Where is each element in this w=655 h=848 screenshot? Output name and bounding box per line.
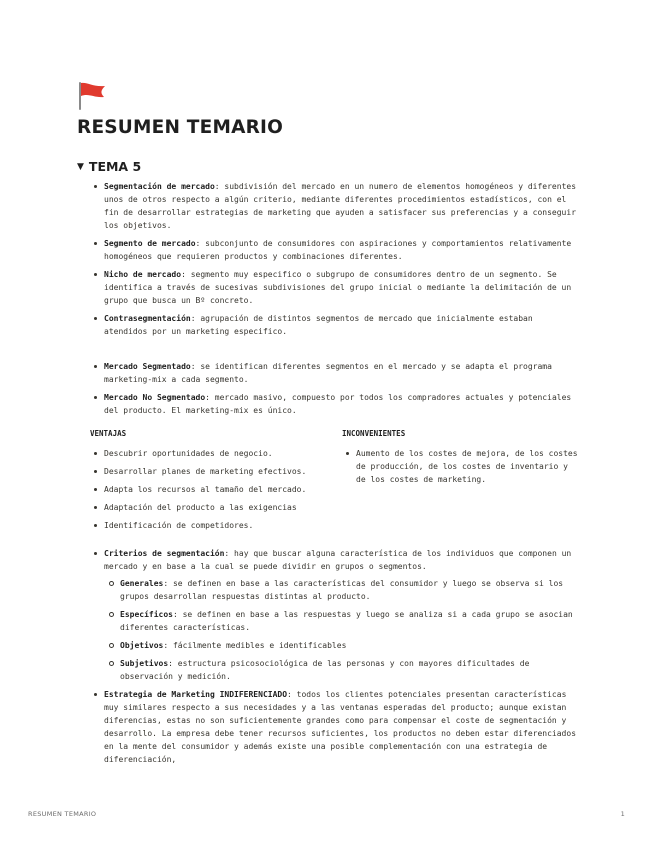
list-item — [90, 268, 578, 307]
definitions-list — [90, 180, 578, 338]
list-item — [90, 547, 578, 683]
list-item: Desarrollar planes de marketing efectivos. — [90, 465, 342, 478]
list-item: Adapta los recursos al tamaño del mercado. — [90, 483, 342, 496]
criterios-list — [90, 547, 578, 766]
list-item — [90, 312, 578, 338]
page-title: RESUMEN TEMARIO — [77, 117, 284, 138]
term: Generales — [120, 579, 164, 588]
definition-text: : mercado masivo, compuesto por todos los compradores actuales y potenciales del producto. El marketing-mix es único. — [104, 393, 572, 415]
toggle-content — [90, 180, 578, 771]
sub-list-item — [104, 608, 578, 634]
page-number: 1 — [620, 810, 625, 818]
definition-text: : se definen en base a las respuestas y luego se analiza si a cada grupo se asocian diferentes características. — [120, 610, 573, 632]
list-item — [90, 180, 578, 232]
definition-text: : se definen en base a las características del consumidor y luego se observa si los grupos desarrollan respuestas distintas al producto. — [120, 579, 564, 601]
list-item: Aumento de los costes de mejora, de los costes de producción, de los costes de inventario y de los costes de marketing. — [342, 447, 578, 486]
definition-text: : agrupación de distintos segmentos de mercado que inicialmente estaban atendidos por un marketing especifico. — [104, 314, 533, 336]
footer-title: RESUMEN TEMARIO — [28, 810, 97, 818]
definition-text: : fácilmente medibles e identificables — [163, 641, 347, 650]
term: Criterios de segmentación — [104, 549, 225, 558]
list-item — [90, 688, 578, 766]
term: Nicho de mercado — [104, 270, 182, 279]
inconvenientes-heading: INCONVENIENTES — [342, 429, 406, 438]
flag-icon — [76, 80, 108, 110]
definition-text: : segmento muy especifico o subgrupo de consumidores dentro de un segmento. Se identifica a través de sucesivas subdivisiones del grupo inicial o mediante la delimitación de un grupo que busca un Bº concreto. — [104, 270, 572, 305]
ventajas-column — [90, 427, 342, 537]
term: Segmentación de mercado — [104, 182, 215, 191]
term: Segmento de mercado — [104, 239, 196, 248]
term: Objetivos — [120, 641, 164, 650]
criterios-sublist — [104, 577, 578, 683]
inconvenientes-column — [342, 427, 578, 537]
toggle-label: TEMA 5 — [88, 159, 142, 174]
toggle-tema-5[interactable] — [77, 159, 141, 174]
spacer — [90, 343, 578, 360]
list-item — [90, 391, 578, 417]
term: Estrategia de Marketing INDIFERENCIADO — [104, 690, 288, 699]
sub-list-item — [104, 639, 578, 652]
list-item: Adaptación del producto a las exigencias — [90, 501, 342, 514]
list-item: Identificación de competidores. — [90, 519, 342, 532]
sub-list-item — [104, 657, 578, 683]
definition-text: : subconjunto de consumidores con aspiraciones y comportamientos relativamente homogéneos que requieren productos y combinaciones diferentes. — [104, 239, 572, 261]
term: Mercado Segmentado — [104, 362, 191, 371]
two-column-block — [90, 427, 578, 537]
definition-text: : todos los clientes potenciales presentan características muy similares respecto a sus necesidades y a las ventanas esperadas del producto; aunque existan diferencias, estas no son suficientemente grandes como para compensar el coste de segmentación y desarrollo. La empresa debe tener recursos suficientes, los productos no deben estar diferenciados en la mente del consumidor y además existe una posible complementación con una estrategia de diferenciación, — [104, 690, 577, 764]
term: Subjetivos — [120, 659, 169, 668]
ventajas-heading: VENTAJAS — [90, 429, 127, 438]
term: Contrasegmentación — [104, 314, 191, 323]
sub-list-item — [104, 577, 578, 603]
ventajas-list — [90, 447, 342, 532]
list-item: Descubrir oportunidades de negocio. — [90, 447, 342, 460]
term: Mercado No Segmentado — [104, 393, 206, 402]
list-item — [90, 237, 578, 263]
definition-text: : estructura psicosociológica de las personas y con mayores dificultades de observación y medición. — [120, 659, 530, 681]
definition-text: : subdivisión del mercado en un numero de elementos homogéneos y diferentes unos de otros respecto a algún criterio, mediante diferentes procedimientos estadísticos, con el fin de desarrollar estrategias de marketing que ayuden a satisfacer sus preferencias y a conseguir los objetivos. — [104, 182, 577, 230]
definition-text: : hay que buscar alguna característica de los individuos que componen un mercado y en base a la cual se puede dividir en grupos o segmentos. — [104, 549, 572, 571]
triangle-down-icon[interactable]: ▼ — [77, 161, 84, 172]
mercado-list — [90, 360, 578, 417]
list-item — [90, 360, 578, 386]
definition-text: : se identifican diferentes segmentos en el mercado y se adapta el programa marketing-mix a cada segmento. — [104, 362, 552, 384]
term: Específicos — [120, 610, 173, 619]
inconvenientes-list — [342, 447, 578, 486]
